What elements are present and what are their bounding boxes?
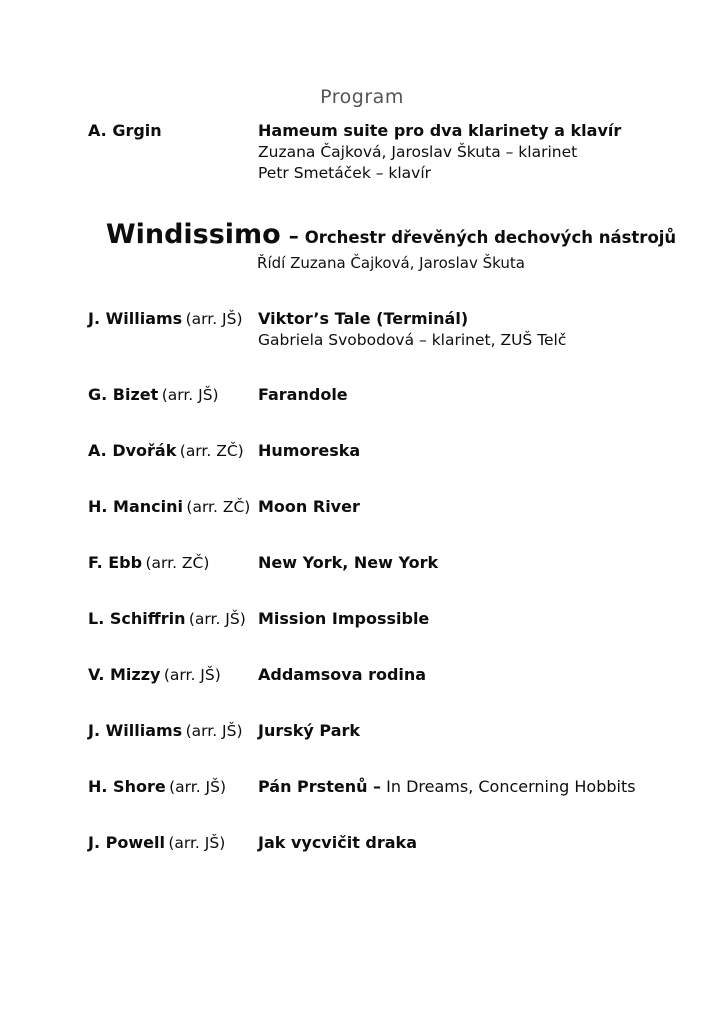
- opening-piece-row: [88, 120, 694, 184]
- ensemble-name: Windissimo: [105, 219, 281, 250]
- composer-cell: [88, 308, 258, 351]
- program-row: [88, 832, 694, 854]
- arranger-label: (arr. JŠ): [161, 386, 219, 404]
- piece-cell: [258, 552, 694, 574]
- piece-title-line: [258, 308, 694, 330]
- program-content: [88, 120, 694, 854]
- composer-name: J. Powell: [88, 833, 165, 852]
- ensemble-heading: [88, 221, 694, 249]
- arranger-label: (arr. ZČ): [145, 554, 210, 572]
- composer-cell: [88, 664, 258, 686]
- piece-title: Hameum suite pro dva klarinety a klavír: [258, 121, 622, 140]
- arranger-label: (arr. JŠ): [185, 722, 243, 740]
- program-row: [88, 552, 694, 574]
- composer-name: G. Bizet: [88, 385, 159, 404]
- program-row: [88, 308, 694, 351]
- program-row: [88, 776, 694, 798]
- conductor-line: Řídí Zuzana Čajková, Jaroslav Škuta: [257, 254, 525, 272]
- composer-cell: [88, 440, 258, 462]
- program-row: [88, 720, 694, 742]
- composer-name: A. Grgin: [88, 121, 162, 140]
- piece-title: Addamsova rodina: [258, 665, 427, 684]
- composer-cell: [88, 776, 258, 798]
- opening-piece-cell: [258, 120, 694, 184]
- composer-name: J. Williams: [88, 721, 183, 740]
- arranger-label: (arr. JŠ): [163, 666, 221, 684]
- piece-cell: [258, 608, 694, 630]
- composer-name: J. Williams: [88, 309, 183, 328]
- piece-title: Farandole: [258, 385, 348, 404]
- composer-cell: [88, 496, 258, 518]
- piece-cell: [258, 664, 694, 686]
- composer-cell: [88, 608, 258, 630]
- composer-cell: [88, 384, 258, 406]
- piece-title: Mission Impossible: [258, 609, 430, 628]
- piece-title: Jurský Park: [258, 721, 361, 740]
- piece-cell: [258, 496, 694, 518]
- arranger-label: (arr. JŠ): [185, 310, 243, 328]
- composer-name: L. Schiffrin: [88, 609, 186, 628]
- page-title: Program: [320, 86, 404, 108]
- performer-line: Zuzana Čajková, Jaroslav Škuta – klarinet: [258, 143, 578, 161]
- piece-cell: [258, 440, 694, 462]
- piece-title: Pán Prstenů –: [258, 777, 382, 796]
- piece-title: New York, New York: [258, 553, 439, 572]
- program-row: [88, 496, 694, 518]
- composer-name: A. Dvořák: [88, 441, 177, 460]
- composer-name: V. Mizzy: [88, 665, 161, 684]
- composer-name: H. Mancini: [88, 497, 183, 516]
- arranger-label: (arr. JŠ): [169, 778, 227, 796]
- arranger-label: (arr. JŠ): [168, 834, 226, 852]
- composer-name: F. Ebb: [88, 553, 143, 572]
- piece-title: Viktor’s Tale (Terminál): [258, 309, 469, 328]
- piece-cell: [258, 776, 694, 798]
- ensemble-subtitle: Orchestr dřevěných dechových nástrojů: [304, 228, 677, 247]
- arranger-label: (arr. ZČ): [186, 498, 251, 516]
- piece-cell: [258, 308, 694, 351]
- composer-cell: [88, 832, 258, 854]
- program-row: [88, 664, 694, 686]
- program-row: [88, 608, 694, 630]
- arranger-label: (arr. JŠ): [188, 610, 246, 628]
- piece-cell: [258, 832, 694, 854]
- program-row: [88, 440, 694, 462]
- piece-title: Jak vycvičit draka: [258, 833, 417, 852]
- piece-cell: [258, 384, 694, 406]
- piece-title: Humoreska: [258, 441, 361, 460]
- program-list: [88, 308, 694, 854]
- composer-cell: [88, 720, 258, 742]
- program-row: [88, 384, 694, 406]
- heading-dash: –: [288, 224, 299, 248]
- arranger-label: (arr. ZČ): [179, 442, 244, 460]
- performer-line: Petr Smetáček – klavír: [258, 164, 432, 182]
- performer-line: Gabriela Svobodová – klarinet, ZUŠ Telč: [258, 331, 567, 349]
- piece-cell: [258, 720, 694, 742]
- composer-name: H. Shore: [88, 777, 166, 796]
- piece-title-suffix: In Dreams, Concerning Hobbits: [381, 777, 636, 796]
- opening-composer-cell: [88, 120, 258, 184]
- piece-title: Moon River: [258, 497, 360, 516]
- composer-cell: [88, 552, 258, 574]
